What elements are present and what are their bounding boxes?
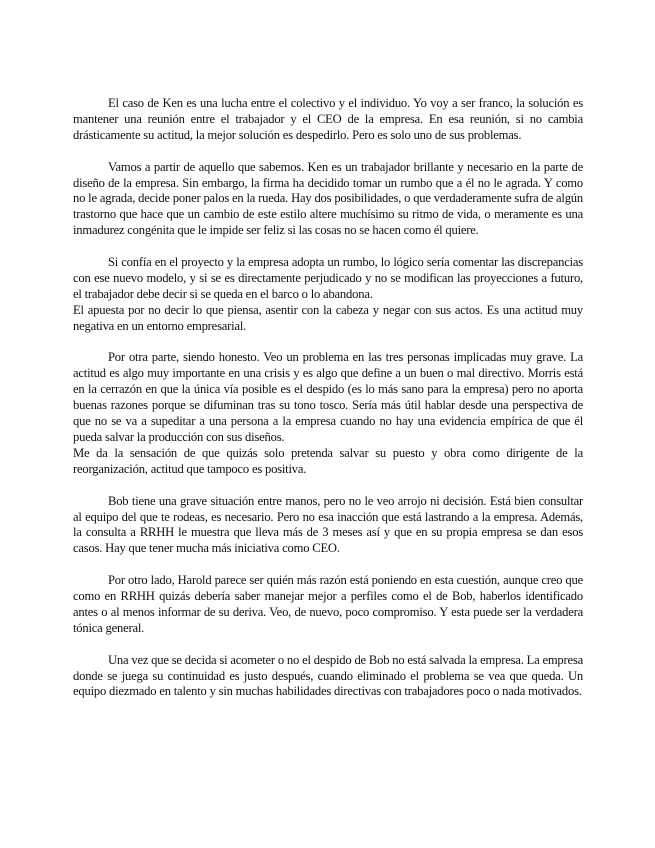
paragraph-7: Bob tiene una grave situación entre manos, pero no le veo arrojo ni decisión. Está bien consultar al equipo del que te rodeas, es necesario. Pero no esa inacción que está lastrando a la empresa. Además, la consulta a RRHH le muestra que lleva más de 3 meses así y que en su propia empresa se dan esos casos. Hay que tener mucha más iniciativa como CEO.: [73, 493, 583, 556]
paragraph-5: Por otra parte, siendo honesto. Veo un problema en las tres personas implicadas muy grave. La actitud es algo muy importante en una crisis y es algo que define a un buen o mal directivo. Morris está en la cerrazón en que la única vía posible es el despido (es lo más sano para la empresa) pero no aporta buenas razones porque se difuminan tras su tono tosco. Sería más útil hablar desde una perspectiva de que no se va a supeditar a una persona a la empresa cuando no hay una evidencia empírica de que él pueda salvar la producción con sus diseños.: [73, 350, 583, 444]
paragraph-1: El caso de Ken es una lucha entre el colectivo y el individuo. Yo voy a ser franco, la solución es mantener una reunión entre el trabajador y el CEO de la empresa. En esa reunión, si no cambia drásticamente su actitud, la mejor solución es despedirlo. Pero es solo uno de sus problemas.: [73, 96, 583, 142]
paragraph-8: Por otro lado, Harold parece ser quién más razón está poniendo en esta cuestión, aunque creo que como en RRHH quizás debería saber manejar mejor a perfiles como el de Bob, haberlos identificado antes o al menos informar de su deriva. Veo, de nuevo, poco compromiso. Y esta puede ser la verdadera tónica general.: [73, 573, 583, 635]
paragraph-9: Una vez que se decida si acometer o no el despido de Bob no está salvada la empresa. La empresa donde se juega su continuidad es justo después, cuando eliminado el problema se vea que queda. Un equipo diezmado en talento y sin muchas habilidades directivas con trabajadores poco o nada motivados.: [73, 652, 583, 699]
paragraph-6: Me da la sensación de que quizás solo pretenda salvar su puesto y obra como dirigente de la reorganización, actitud que tampoco es positiva.: [73, 445, 583, 476]
paragraph-2: Vamos a partir de aquello que sabemos. Ken es un trabajador brillante y necesario en la parte de diseño de la empresa. Sin embargo, la firma ha decidido tomar un rumbo que a él no le agrada. Y como no le agrada, decide poner palos en la rueda. Hay dos posibilidades, o que verdaderamente sufra de algún trastorno que hace que un cambio de este estilo altere muchísimo su ritmo de vida, o meramente es una inmadurez congénita que le impide ser feliz si las cosas no se hacen como él quiere.: [73, 159, 583, 238]
paragraph-3: Si confía en el proyecto y la empresa adopta un rumbo, lo lógico sería comentar las discrepancias con ese nuevo modelo, y si se es directamente perjudicado y no se modifican las proyecciones a futuro, el trabajador debe decir si se queda en el barco o lo abandona.: [73, 255, 583, 301]
document-body: [73, 96, 583, 700]
paragraph-4: El apuesta por no decir lo que piensa, asentir con la cabeza y negar con sus actos. Es una actitud muy negativa en un entorno empresarial.: [73, 302, 583, 333]
